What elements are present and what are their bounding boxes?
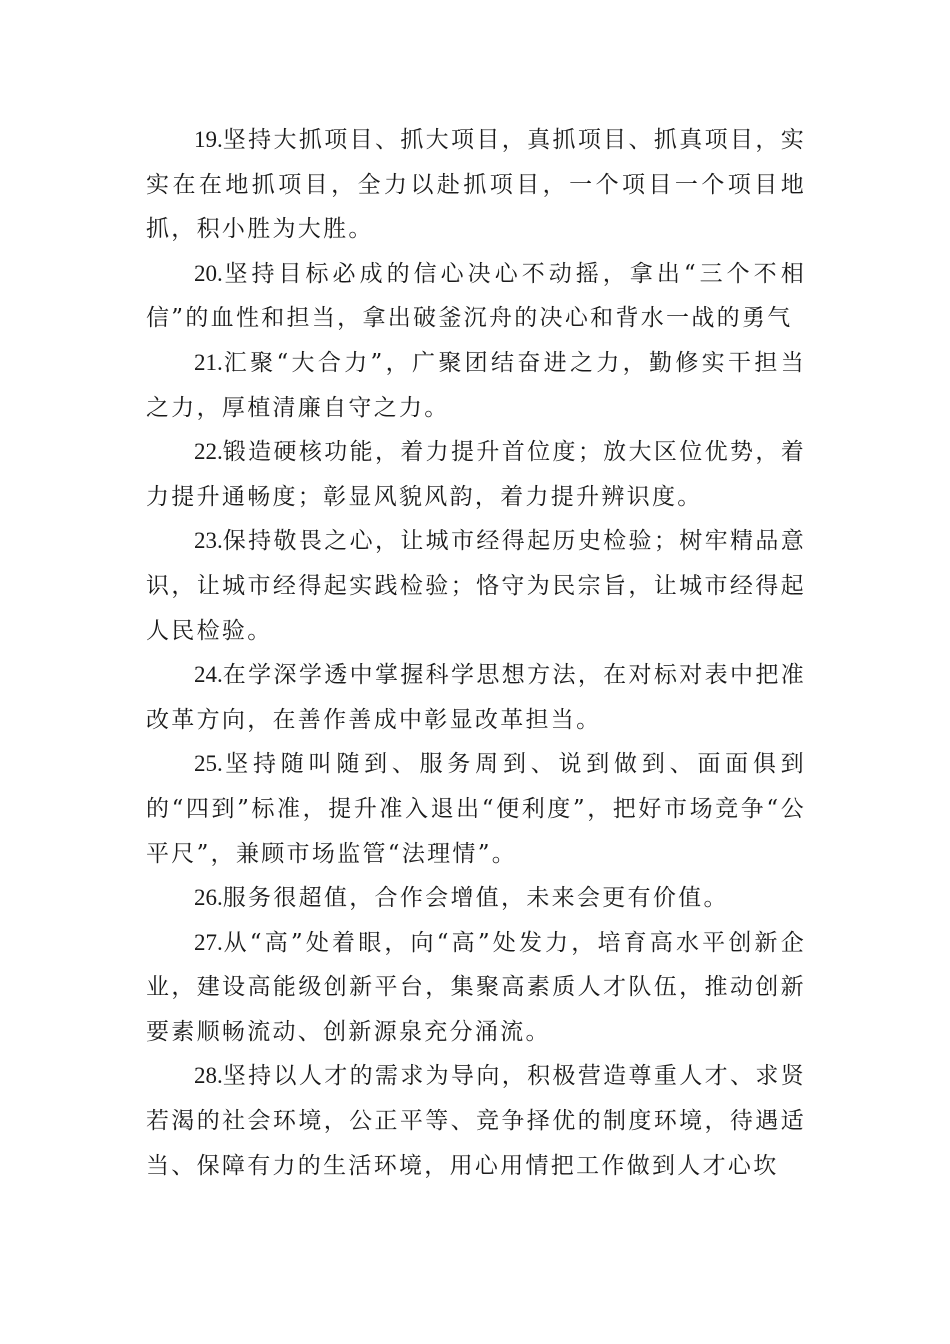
- paragraph-number: 19.: [194, 127, 223, 152]
- paragraph-26: [146, 876, 806, 921]
- paragraph-text: 坚持目标必成的信心决心不动摇，拿出“三个不相信”的血性和担当，拿出破釜沉舟的决心和背水一战的勇气: [146, 260, 806, 332]
- paragraph-text: 锻造硬核功能，着力提升首位度；放大区位优势，着力提升通畅度；彰显风貌风韵，着力提升辨识度。: [146, 439, 806, 510]
- paragraph-text: 保持敬畏之心，让城市经得起历史检验；树牢精品意识，让城市经得起实践检验；恪守为民宗旨，让城市经得起人民检验。: [146, 528, 806, 644]
- paragraph-text: 服务很超值，合作会增值，未来会更有价值。: [222, 885, 729, 912]
- document-page: [146, 118, 806, 1188]
- paragraph-20: [146, 252, 806, 341]
- paragraph-23: [146, 519, 806, 653]
- paragraph-text: 坚持大抓项目、抓大项目，真抓项目、抓真项目，实实在在地抓项目，全力以赴抓项目，一个项目一个项目地抓，积小胜为大胜。: [146, 127, 806, 243]
- paragraph-number: 20.: [194, 260, 223, 286]
- paragraph-number: 26.: [194, 885, 223, 911]
- paragraph-text: 坚持随叫随到、服务周到、说到做到、面面俱到的“四到”标准，提升准入退出“便利度”，把好市场竞争“公平尺”，兼顾市场监管“法理情”。: [146, 751, 806, 867]
- paragraph-number: 27.: [194, 929, 223, 955]
- paragraph-text: 坚持以人才的需求为导向，积极营造尊重人才、求贤若渴的社会环境，公正平等、竞争择优的制度环境，待遇适当、保障有力的生活环境，用心用情把工作做到人才心坎: [146, 1063, 806, 1179]
- paragraph-number: 22.: [194, 439, 223, 465]
- paragraph-number: 21.: [194, 349, 223, 375]
- paragraph-25: [146, 742, 806, 876]
- paragraph-number: 28.: [194, 1063, 223, 1089]
- paragraph-22: [146, 430, 806, 519]
- paragraph-number: 23.: [194, 528, 223, 554]
- paragraph-19: [146, 118, 806, 252]
- paragraph-text: 从“高”处着眼，向“高”处发力，培育高水平创新企业，建设高能级创新平台，集聚高素质人才队伍，推动创新要素顺畅流动、创新源泉充分涌流。: [146, 929, 806, 1045]
- paragraph-number: 25.: [194, 751, 223, 777]
- paragraph-28: [146, 1054, 806, 1188]
- paragraph-number: 24.: [194, 662, 223, 688]
- paragraph-21: [146, 341, 806, 430]
- paragraph-27: [146, 921, 806, 1055]
- paragraph-24: [146, 653, 806, 742]
- paragraph-text: 在学深学透中掌握科学思想方法，在对标对表中把准改革方向，在善作善成中彰显改革担当。: [146, 662, 806, 733]
- paragraph-text: 汇聚“大合力”，广聚团结奋进之力，勤修实干担当之力，厚植清廉自守之力。: [146, 349, 806, 421]
